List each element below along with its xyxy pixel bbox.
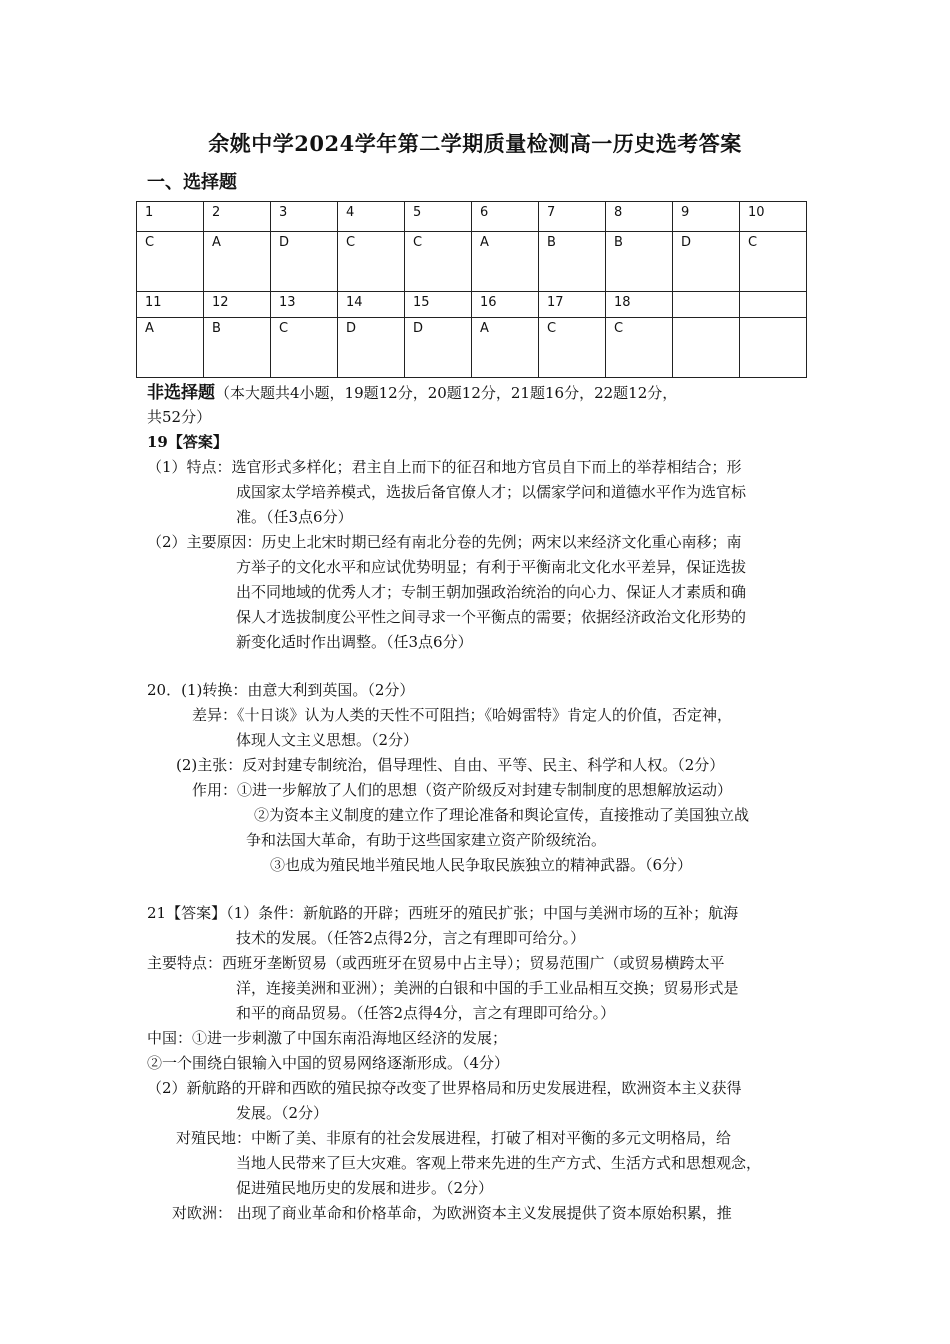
answer-cell: C [740,232,807,292]
question-number: 15 [405,292,472,318]
question-number: 14 [338,292,405,318]
text-line: 促进殖民地历史的发展和进步。（2分） [236,1179,494,1197]
text-line: 对欧洲： 出现了商业革命和价格革命，为欧洲资本主义发展提供了资本原始积累，推 [172,1204,732,1222]
text-line: （2）新航路的开辟和西欧的殖民掠夺改变了世界格局和历史发展进程，欧洲资本主义获得 [147,1079,742,1097]
question-number: 1 [137,202,204,232]
answer-cell: B [204,318,271,378]
answer-cell: C [137,232,204,292]
question-number: 6 [472,202,539,232]
text-line: 和平的商品贸易。（任答2点得4分，言之有理即可给分。） [236,1004,616,1022]
text-line: ②一个围绕白银输入中国的贸易网络逐渐形成。（4分） [147,1054,510,1072]
text-line: 技术的发展。（任答2点得2分，言之有理即可给分。） [236,929,586,947]
text-line: 准。（任3点6分） [236,508,353,526]
question-number: 5 [405,202,472,232]
question-number: 4 [338,202,405,232]
answer-cell: D [673,232,740,292]
question-number: 11 [137,292,204,318]
answer-cell: C [539,318,606,378]
section-heading-label: 非选择题 [147,383,215,403]
answer-cell: D [271,232,338,292]
section-heading-free-response [147,381,677,406]
section-description: （本大题共4小题，19题12分，20题12分，21题16分，22题12分， [215,384,678,402]
text-line: 体现人文主义思想。（2分） [236,731,419,749]
text-line: 发展。（2分） [236,1104,329,1122]
question-number: 2 [204,202,271,232]
answer-cell: A [472,232,539,292]
question-number: 17 [539,292,606,318]
text-line: 作用：①进一步解放了人们的思想（资产阶级反对封建专制制度的思想解放运动） [192,781,733,799]
question-number: 13 [271,292,338,318]
question-number [740,292,807,318]
table-row-numbers-1 [137,202,807,232]
text-line: ③也成为殖民地半殖民地人民争取民族独立的精神武器。（6分） [270,856,693,874]
text-line: 主要特点：西班牙垄断贸易（或西班牙在贸易中占主导）；贸易范围广（或贸易横跨太平 [147,954,725,972]
text-line: 当地人民带来了巨大灾难。客观上带来先进的生产方式、生活方式和思想观念， [236,1154,762,1172]
text-line: 出不同地域的优秀人才；专制王朝加强政治统治的向心力、保证人才素质和确 [236,583,747,601]
answer-heading-20: 20．(1)转换：由意大利到英国。（2分） [147,681,415,699]
text-line: 方举子的文化水平和应试优势明显；有利于平衡南北文化水平差异，保证选拔 [236,558,747,576]
text-line: （1）特点：选官形式多样化；君主自上而下的征召和地方官员自下而上的举荐相结合；形 [147,458,742,476]
text-line: 争和法国大革命，有助于这些国家建立资产阶级统治。 [246,831,607,849]
answer-cell: B [606,232,673,292]
question-number: 8 [606,202,673,232]
answer-cell: A [204,232,271,292]
text-line: 保人才选拔制度公平性之间寻求一个平衡点的需要；依据经济政治文化形势的 [236,608,747,626]
answer-cell: D [405,318,472,378]
question-number: 7 [539,202,606,232]
answer-heading-21: 21【答案】（1）条件：新航路的开辟；西班牙的殖民扩张；中国与美洲市场的互补；航海 [147,904,739,922]
answer-cell: C [271,318,338,378]
question-number: 10 [740,202,807,232]
question-number: 12 [204,292,271,318]
text-line: （2）主要原因：历史上北宋时期已经有南北分卷的先例；两宋以来经济文化重心南移；南 [147,533,742,551]
text-line: ②为资本主义制度的建立作了理论准备和舆论宣传，直接推动了美国独立战 [254,806,750,824]
answer-cell [673,318,740,378]
question-number: 3 [271,202,338,232]
answer-table [136,201,807,378]
text-line: (2)主张：反对封建专制统治，倡导理性、自由、平等、民主、科学和人权。（2分） [176,756,725,774]
answer-heading-19: 19【答案】 [147,433,228,451]
text-line: 新变化适时作出调整。（任3点6分） [236,633,473,651]
answer-cell: D [338,318,405,378]
question-number: 16 [472,292,539,318]
table-row-numbers-2 [137,292,807,318]
text-line: 成国家太学培养模式，选拔后备官僚人才；以儒家学问和道德水平作为选官标 [236,483,747,501]
question-number: 18 [606,292,673,318]
section-description-cont: 共52分） [147,408,212,426]
answer-cell: C [338,232,405,292]
answer-cell: A [137,318,204,378]
text-line: 洋，连接美洲和亚洲）；美洲的白银和中国的手工业品相互交换；贸易形式是 [236,979,739,997]
answer-cell [740,318,807,378]
answer-cell: C [405,232,472,292]
text-line: 对殖民地：中断了美、非原有的社会发展进程，打破了相对平衡的多元文明格局，给 [176,1129,732,1147]
document-title: 余姚中学2024学年第二学期质量检测高一历史选考答案 [208,131,742,156]
answer-cell: C [606,318,673,378]
table-row-answers-1 [137,232,807,292]
table-row-answers-2 [137,318,807,378]
text-line: 中国：①进一步刺激了中国东南沿海地区经济的发展； [147,1029,508,1047]
text-line: 差异：《十日谈》认为人类的天性不可阻挡；《哈姆雷特》肯定人的价值，否定神， [192,706,733,724]
answer-cell: A [472,318,539,378]
section-heading-multiple-choice: 一、选择题 [147,172,237,193]
answer-cell: B [539,232,606,292]
question-number: 9 [673,202,740,232]
question-number [673,292,740,318]
